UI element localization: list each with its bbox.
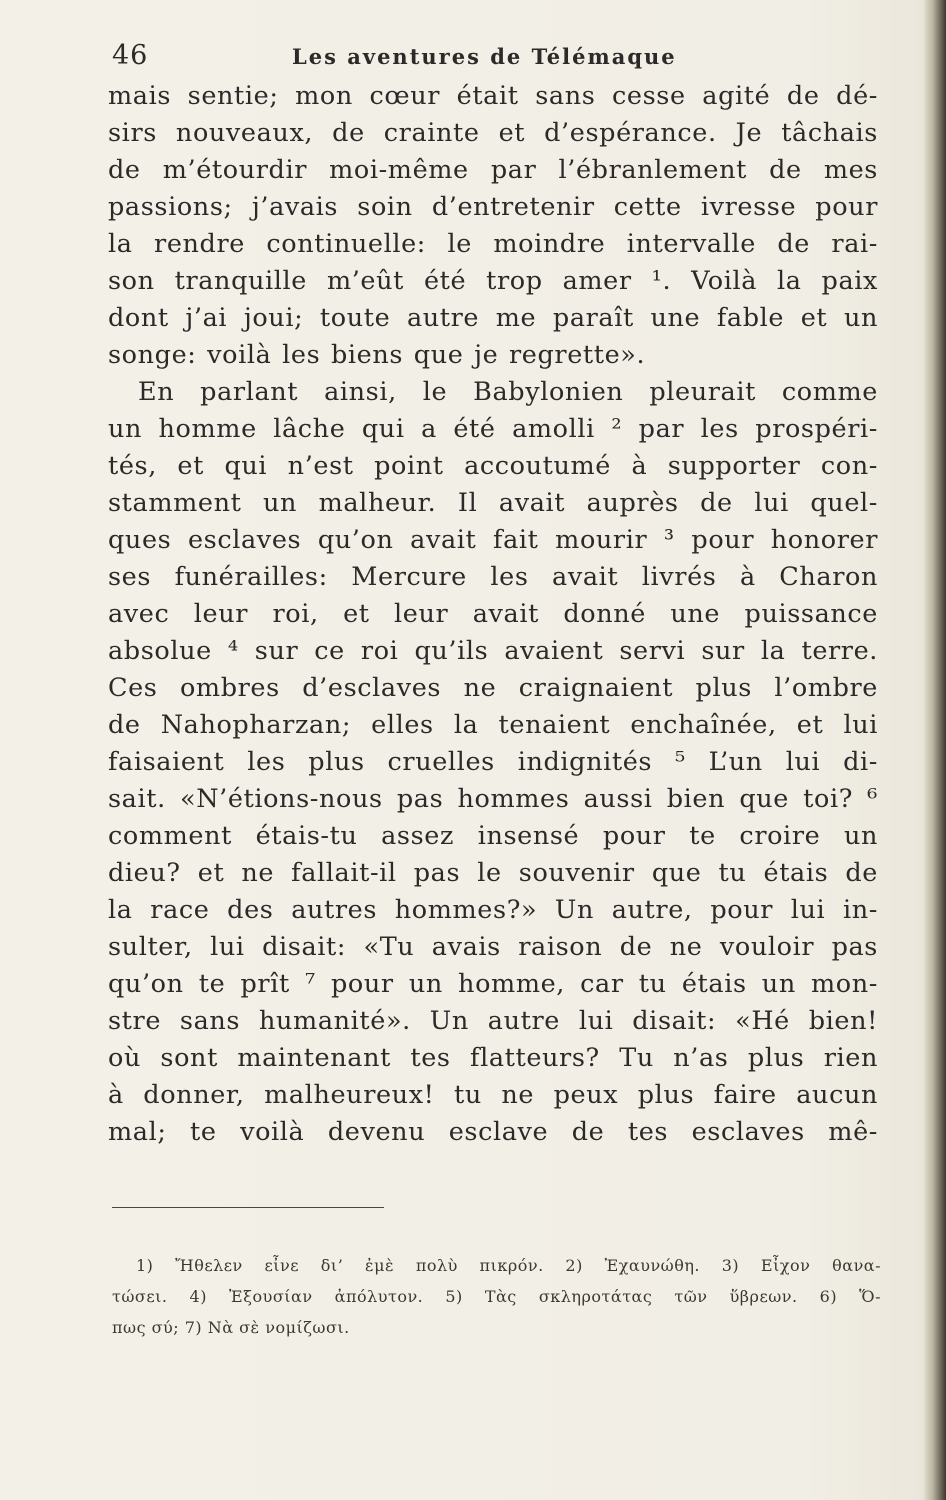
text-line: de m’étourdir moi-même par l’ébranlement de mes [108, 155, 878, 185]
text-line: son tranquille m’eût été trop amer ¹. Voilà la paix [108, 266, 878, 296]
text-line: dont j’ai joui; toute autre me paraît une fable et un [108, 303, 878, 333]
text-line: passions; j’avais soin d’entretenir cette ivresse pour [108, 192, 878, 222]
page-number: 46 [112, 40, 149, 71]
footnote-divider [112, 1207, 384, 1208]
text-line: sirs nouveaux, de crainte et d’espérance. Je tâchais [108, 118, 878, 148]
text-line: comment étais-tu assez insensé pour te croire un [108, 821, 878, 851]
footnote-line: 1) Ἤθελεν εἶνε δι’ ἐμὲ πολὺ πικρόν. 2) Ἐχαυνώθη. 3) Εἶχον θανα- [136, 1256, 881, 1275]
text-line: stre sans humanité». Un autre lui disait: «Hé bien! [108, 1006, 878, 1036]
text-line: tés, et qui n’est point accoutumé à supporter con- [108, 451, 878, 481]
footnote-line: τώσει. 4) Ἐξουσίαν ἀπόλυτον. 5) Τὰς σκληροτάτας τῶν ὕβρεων. 6) Ὅ- [112, 1287, 881, 1306]
text-line: sait. «N’étions-nous pas hommes aussi bien que toi? ⁶ [108, 784, 878, 814]
text-line: de Nahopharzan; elles la tenaient enchaînée, et lui [108, 710, 878, 740]
text-line: songe: voilà les biens que je regrette». [108, 340, 646, 370]
text-line: la rendre continuelle: le moindre intervalle de rai- [108, 229, 878, 259]
text-line: faisaient les plus cruelles indignités ⁵ L’un lui di- [108, 747, 878, 777]
footnote-line: πως σύ; 7) Νὰ σὲ νομίζωσι. [112, 1318, 350, 1337]
text-line: absolue ⁴ sur ce roi qu’ils avaient servi sur la terre. [108, 636, 878, 666]
text-line: Ces ombres d’esclaves ne craignaient plus l’ombre [108, 673, 878, 703]
text-line: la race des autres hommes?» Un autre, pour lui in- [108, 895, 878, 925]
book-spine-shadow [924, 0, 946, 1500]
running-title: Les aventures de Télémaque [292, 44, 677, 69]
text-line: un homme lâche qui a été amolli ² par les prospéri- [108, 414, 878, 444]
footnotes [112, 1250, 881, 1343]
body-text [108, 78, 878, 1151]
text-line: ses funérailles: Mercure les avait livrés à Charon [108, 562, 878, 592]
page-header [112, 40, 882, 80]
text-line: stamment un malheur. Il avait auprès de lui quel- [108, 488, 878, 518]
text-line: avec leur roi, et leur avait donné une puissance [108, 599, 878, 629]
text-line: à donner, malheureux! tu ne peux plus faire aucun [108, 1080, 878, 1110]
text-line: En parlant ainsi, le Babylonien pleurait comme [138, 377, 878, 407]
text-line: dieu? et ne fallait-il pas le souvenir que tu étais de [108, 858, 878, 888]
text-line: mais sentie; mon cœur était sans cesse agité de dé- [108, 81, 878, 111]
text-line: mal; te voilà devenu esclave de tes esclaves mê- [108, 1117, 878, 1147]
text-line: ques esclaves qu’on avait fait mourir ³ pour honorer [108, 525, 878, 555]
text-line: où sont maintenant tes flatteurs? Tu n’as plus rien [108, 1043, 878, 1073]
text-line: qu’on te prît ⁷ pour un homme, car tu étais un mon- [108, 969, 878, 999]
text-line: sulter, lui disait: «Tu avais raison de ne vouloir pas [108, 932, 878, 962]
